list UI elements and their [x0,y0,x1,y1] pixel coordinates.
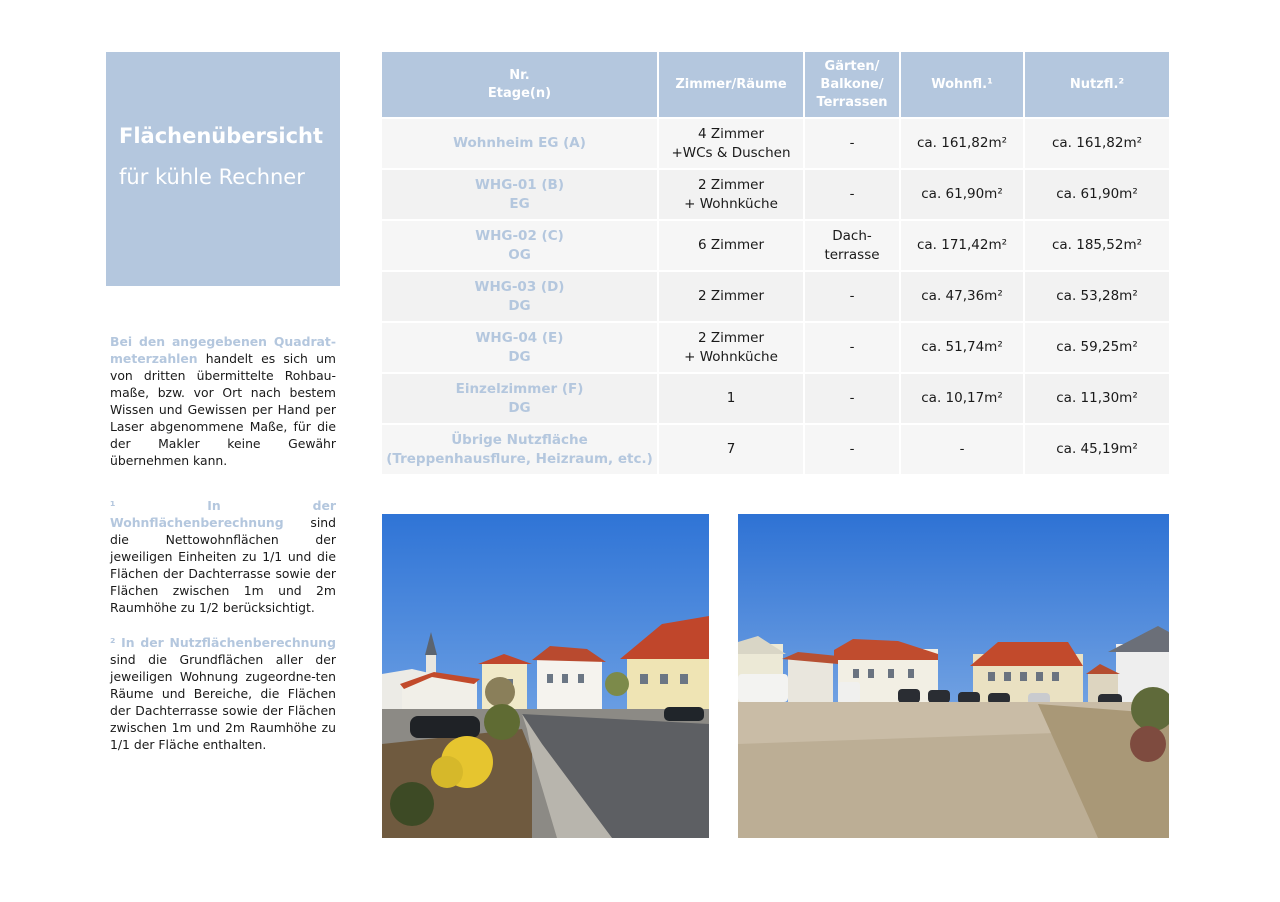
table-row [382,423,1169,474]
area-table [382,52,1169,474]
rooms-cell: 6 Zimmer [659,219,805,270]
rooms-cell: 2 Zimmer + Wohnküche [659,168,805,219]
unit-cell: WHG-03 (D) DG [382,270,659,321]
usable-area-cell: ca. 45,19m² [1025,423,1169,474]
intro-note-highlight: Bei den angegebenen Quadrat-meterzahlen [110,334,336,366]
unit-cell: WHG-04 (E) DG [382,321,659,372]
table-row [382,372,1169,423]
page-title: Flächenübersicht [119,124,324,148]
table-row [382,321,1169,372]
usable-area-cell: ca. 185,52m² [1025,219,1169,270]
rooms-cell: 7 [659,423,805,474]
unit-cell: Einzelzimmer (F) DG [382,372,659,423]
courtyard-photo [738,514,1169,838]
table-header-row [382,52,1169,117]
header-unit: Nr. Etage(n) [382,52,659,117]
header-usable-area: Nutzfl.² [1025,52,1169,117]
rooms-cell: 1 [659,372,805,423]
outdoor-cell: - [805,372,901,423]
rooms-cell: 4 Zimmer +WCs & Duschen [659,117,805,168]
usable-area-cell: ca. 59,25m² [1025,321,1169,372]
unit-cell: WHG-02 (C) OG [382,219,659,270]
footnote-living-area-text: sind die Nettowohnflächen der jeweiligen Einheiten zu 1/1 und die Flächen der Dachterrasse sowie der Flächen zwischen 1m und 2m Raumhöhe zu 1/2 berücksichtigt. [110,515,336,615]
outdoor-cell: - [805,270,901,321]
living-area-cell: ca. 47,36m² [901,270,1025,321]
usable-area-cell: ca. 161,82m² [1025,117,1169,168]
usable-area-cell: ca. 61,90m² [1025,168,1169,219]
unit-cell: Übrige Nutzfläche (Treppenhausflure, Heizraum, etc.) [382,423,659,474]
outdoor-cell: - [805,321,901,372]
footnote-usable-area [110,634,336,753]
usable-area-cell: ca. 53,28m² [1025,270,1169,321]
unit-cell: Wohnheim EG (A) [382,117,659,168]
page-subtitle: für kühle Rechner [119,165,305,189]
rooms-cell: 2 Zimmer [659,270,805,321]
outdoor-cell: - [805,117,901,168]
footnote-usable-area-highlight: ² In der Nutzflächenberechnung [110,635,336,650]
usable-area-cell: ca. 11,30m² [1025,372,1169,423]
footnote-living-area-highlight: ¹ In der Wohnflächenberechnung [110,498,336,530]
outdoor-cell: - [805,168,901,219]
living-area-cell: ca. 61,90m² [901,168,1025,219]
header-living-area: Wohnfl.¹ [901,52,1025,117]
living-area-cell: ca. 51,74m² [901,321,1025,372]
table-row [382,168,1169,219]
outdoor-cell: Dach- terrasse [805,219,901,270]
table-row [382,117,1169,168]
living-area-cell: ca. 171,42m² [901,219,1025,270]
footnote-living-area [110,497,336,616]
header-rooms: Zimmer/Räume [659,52,805,117]
outdoor-cell: - [805,423,901,474]
street-photo [382,514,709,838]
header-outdoor: Gärten/ Balkone/ Terrassen [805,52,901,117]
unit-cell: WHG-01 (B) EG [382,168,659,219]
table-row [382,270,1169,321]
rooms-cell: 2 Zimmer + Wohnküche [659,321,805,372]
living-area-cell: ca. 10,17m² [901,372,1025,423]
footnote-usable-area-text: sind die Grundflächen aller der jeweiligen Wohnung zugeordne-ten Räume und Bereiche, die Flächen der Dachterrasse sowie der Flächen zwischen 1m und 2m Raumhöhe zu 1/1 der Fläche enthalten. [110,652,336,752]
title-box [106,52,340,286]
intro-note [110,333,336,469]
intro-note-text: handelt es sich um von dritten übermittelte Rohbau-maße, bzw. vor Ort nach bestem Wissen und Gewissen per Hand per Laser abgenommene Maße, für die der Makler keine Gewähr übernehmen kann. [110,351,336,468]
table-row [382,219,1169,270]
living-area-cell: - [901,423,1025,474]
living-area-cell: ca. 161,82m² [901,117,1025,168]
